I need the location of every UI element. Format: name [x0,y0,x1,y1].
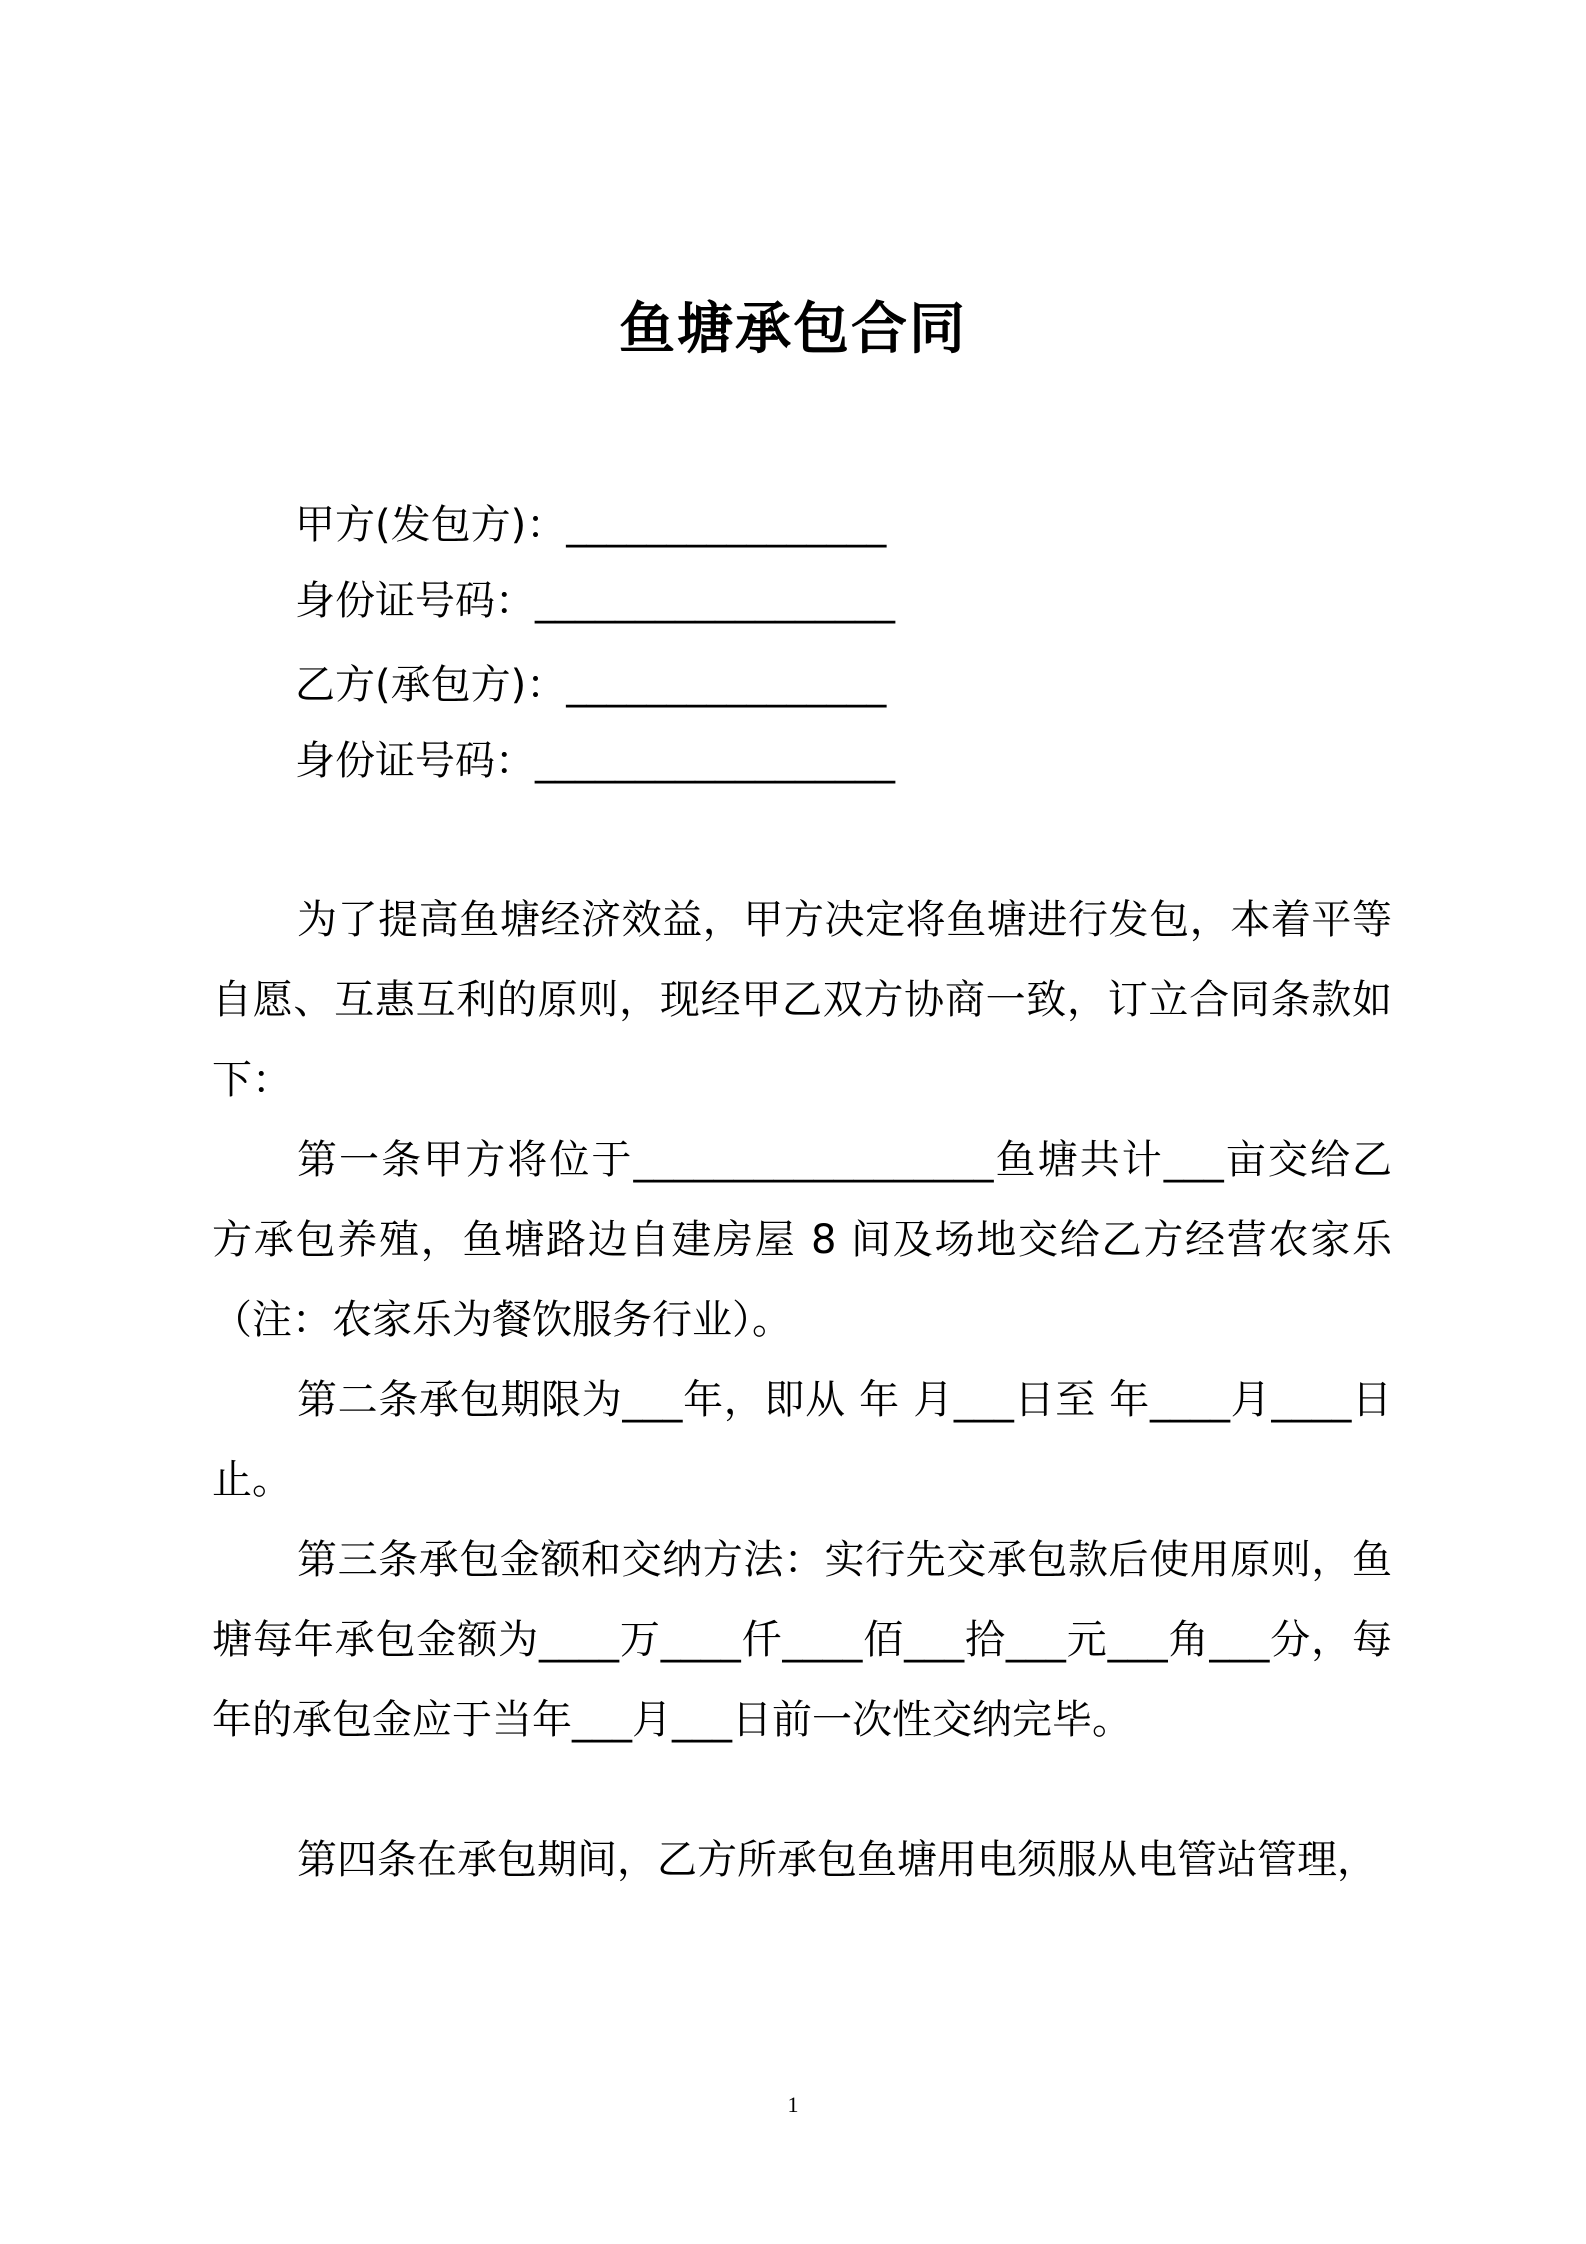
contract-body [212,880,1392,1900]
preamble-paragraph: 为了提高鱼塘经济效益，甲方决定将鱼塘进行发包，本着平等自愿、互惠互利的原则，现经甲乙双方协商一致，订立合同条款如下： [212,897,1392,1103]
article-2-paragraph: 第二条承包期限为___年，即从 年 月___日至 年____月____日止。 [212,1377,1392,1503]
party-a-line: 甲方(发包方)：________________ [295,502,887,548]
article-1-paragraph: 第一条甲方将位于__________________鱼塘共计___亩交给乙方承包养殖，鱼塘路边自建房屋 8 间及场地交给乙方经营农家乐（注：农家乐为餐饮服务行业）。 [212,1137,1392,1343]
party-b-line: 乙方(承包方)：________________ [295,662,887,708]
article-3-paragraph: 第三条承包金额和交纳方法：实行先交承包款后使用原则，鱼塘每年承包金额为____万____仟____佰___拾___元___角___分，每年的承包金应于当年___月___日前一次性交纳完毕。 [212,1537,1392,1743]
article-4-paragraph: 第四条在承包期间，乙方所承包鱼塘用电须服从电管站管理， [297,1837,1377,1883]
page-number: 1 [787,2092,799,2117]
party-a-id-line: 身份证号码：__________________ [295,578,895,624]
document-title: 鱼塘承包合同 [619,297,967,362]
party-b-id-line: 身份证号码：__________________ [295,738,895,784]
